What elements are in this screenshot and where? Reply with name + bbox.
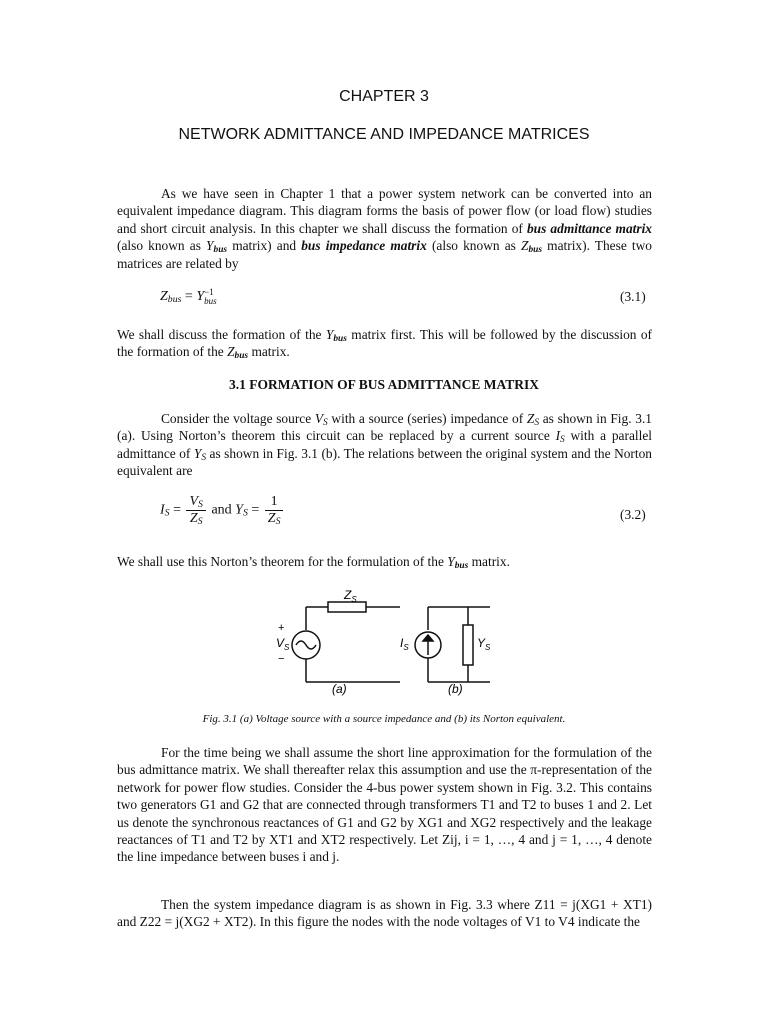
zs-resistor [328, 602, 366, 612]
chapter-label: CHAPTER 3 [339, 88, 429, 105]
p2-text-3: matrix. [248, 344, 290, 360]
paragraph-4 [117, 553, 652, 570]
label-a: (a) [332, 682, 347, 696]
eq32-equals-1: = [169, 502, 185, 518]
eq32-ys: Y [235, 502, 243, 518]
p3-text-3: as shown in Fig. 3.1 (a). Using Norton’s theorem this circuit can be replaced by a current source [117, 411, 652, 444]
eq31-lhs: Z [160, 289, 168, 305]
p2-zbus: Z [227, 344, 235, 360]
eq32-one: 1 [265, 494, 284, 511]
bold-bus-admittance: bus admittance matrix [526, 220, 652, 236]
ys-label: $Y_S$ [477, 636, 491, 652]
figure-caption: Fig. 3.1 (a) Voltage source with a source impedance and (b) its Norton equivalent. [202, 713, 566, 725]
eq31-rhs-sup: −1 [204, 287, 214, 297]
p3-text-4: with a parallel admittance of [117, 428, 652, 461]
eq31-rhs: Y [196, 289, 205, 305]
section-heading-3-1: 3.1 FORMATION OF BUS ADMITTANCE MATRIX [228, 377, 539, 392]
ybus-subscript: bus [213, 245, 228, 256]
eq32-den-zs: S [197, 516, 203, 527]
eq31-lhs-sub: bus [167, 294, 182, 306]
equation-3-2 [160, 494, 285, 527]
bold-bus-impedance: bus impedance matrix [301, 238, 427, 254]
intro-text-2: (also known as [117, 238, 207, 254]
p3-text-2: with a source (series) impedance of [327, 411, 527, 426]
eq32-ys-sub: S [242, 507, 248, 519]
chapter-title: NETWORK ADMITTANCE AND IMPEDANCE MATRICES [178, 126, 590, 143]
p2-zbus-sub: bus [234, 351, 249, 362]
intro-text-4: (also known as [426, 238, 521, 254]
eq31-equals: = [181, 289, 197, 305]
p4-text-1: We shall use this Norton’s theorem for the formulation of the [117, 554, 448, 569]
eq32-den-z: Z [189, 511, 198, 526]
minus-label: − [278, 653, 285, 665]
label-b: (b) [448, 682, 463, 696]
plus-label: + [278, 622, 285, 634]
eq31-rhs-sub: bus [204, 296, 217, 306]
p3-zs: Z [526, 411, 535, 426]
equation-3-1 [160, 288, 217, 306]
p2-ybus-sub: bus [333, 334, 347, 344]
p3-zs-sub: S [534, 418, 540, 428]
eq32-den2-z: Z [267, 511, 276, 526]
vs-label: $V_S$ [276, 636, 290, 652]
p3-is: I [555, 428, 561, 444]
ys-resistor [463, 625, 473, 665]
eq32-equals-2: = [247, 502, 263, 518]
paragraph-2 [117, 326, 652, 361]
p2-text-2: matrix first. This will be followed by the discussion of the formation of the [117, 327, 652, 360]
paragraph-6: Then the system impedance diagram is as shown in Fig. 3.3 where Z11 = j(XG1 + XT1) and Z22 = j(XG2 + XT2). In this figure the nodes with the node voltages of V1 to V4 indicate the [117, 897, 652, 930]
p3-vs: V [314, 411, 324, 426]
intro-text-3: matrix) and [227, 238, 302, 254]
eq32-num-v: V [189, 494, 199, 509]
p4-ybus: Y [447, 554, 455, 569]
is-label: $I_S$ [400, 636, 409, 652]
zs-label: $Z_S$ [344, 588, 357, 604]
p3-vs-sub: S [323, 418, 328, 428]
zbus-subscript: bus [528, 245, 543, 256]
p2-text-1: We shall discuss the formation of the [117, 327, 326, 342]
figure-3-1 [260, 585, 520, 700]
eq32-fraction-1 [186, 494, 205, 527]
intro-paragraph [117, 185, 652, 272]
p4-text-2: matrix. [468, 554, 510, 569]
eq32-den2-zs: S [275, 516, 281, 527]
eq32-and: and [207, 502, 236, 518]
eq32-fraction-2 [265, 494, 284, 527]
paragraph-5: For the time being we shall assume the short line approximation for the formulation of the bus admittance matrix. We shall thereafter relax this assumption and use the π-representation of the network for power flow studies. Consider the 4-bus power system shown in Fig. 3.2. This contains two generators G1 and G2 that are connected through transformers T1 and T2 to buses 1 and 2. Let us denote the synchronous reactances of G1 and G2 by XG1 and XG2 respectively and the leakage reactances of T1 and T2 by XT1 and XT2 respectively. Let Zij, i = 1, …, 4 and j = 1, …, 4 denote the line impedance between buses i and j. [117, 745, 652, 865]
intro-text-1: As we have seen in Chapter 1 that a power system network can be converted into an equivalent impedance diagram. This diagram forms the basis of power flow (or load flow) studies and short circuit analysis. In this chapter we shall discuss the formation of [117, 186, 652, 236]
eq32-num-vs: S [198, 499, 203, 510]
equation-3-2-number: (3.2) [620, 507, 646, 522]
p2-ybus: Y [325, 327, 334, 342]
equation-3-1-number: (3.1) [620, 289, 646, 304]
ybus-symbol: Y [206, 238, 214, 254]
p3-ys-sub: S [201, 452, 207, 463]
p3-text-1: Consider the voltage source [161, 411, 315, 426]
paragraph-3 [117, 410, 652, 480]
p3-ys: Y [193, 445, 202, 461]
circuit-a [292, 602, 400, 682]
zbus-symbol: Z [521, 238, 529, 254]
eq32-is: I [160, 502, 165, 518]
p3-is-sub: S [560, 435, 565, 446]
eq32-is-sub: S [164, 507, 170, 519]
intro-text-5: matrix). These two matrices are related by [117, 238, 652, 271]
p3-text-5: as shown in Fig. 3.1 (b). The relations between the original system and the Norton equivalent are [117, 445, 653, 479]
p4-ybus-sub: bus [454, 561, 469, 571]
